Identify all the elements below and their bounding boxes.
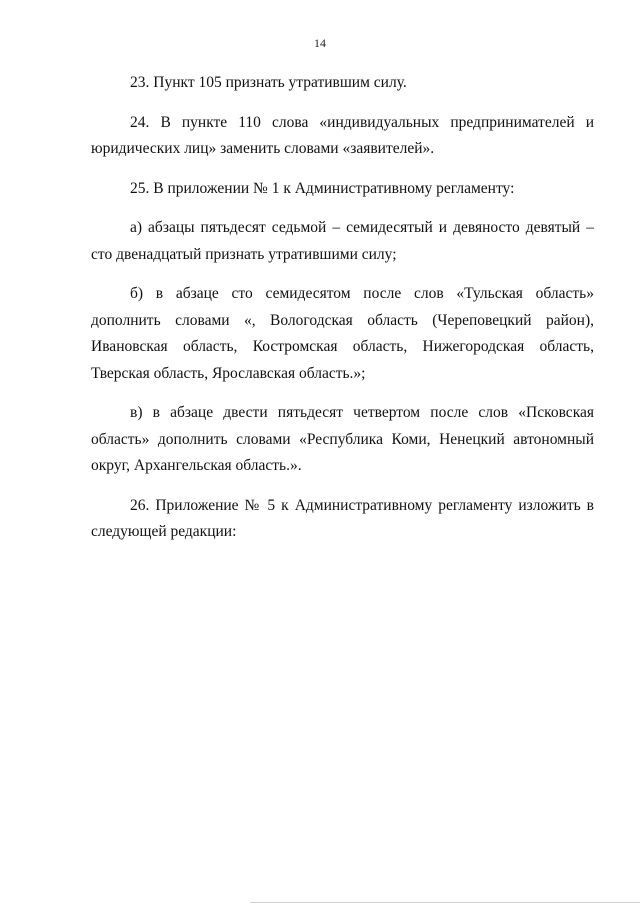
paragraph-23: 23. Пункт 105 признать утратившим силу. xyxy=(130,74,407,91)
paragraph-25-v: в) в абзаце двести пятьдесят четвертом после слов «Псковская область» дополнить словами «Республика Коми, Ненецкий автономный округ, Архангельская область.». xyxy=(91,404,594,474)
paragraph-25-a: а) абзацы пятьдесят седьмой – семидесятый и девяносто девятый – сто двенадцатый признать утратившими силу; xyxy=(91,219,594,263)
paragraph-26: 26. Приложение № 5 к Административному регламенту изложить в следующей редакции: xyxy=(91,496,594,540)
scan-edge-divider xyxy=(250,902,640,903)
paragraph-25-b: б) в абзаце сто семидесятом после слов «Тульская область» дополнить словами «, Вологодская область (Череповецкий район), Ивановская область, Костромская область, Нижегородская область, Тверская область, Ярославская область.»; xyxy=(91,285,594,382)
paragraph-24: 24. В пункте 110 слова «индивидуальных предпринимателей и юридических лиц» заменить словами «заявителей». xyxy=(91,113,594,157)
document-body xyxy=(91,70,594,546)
page-number: 14 xyxy=(314,36,326,50)
paragraph-25: 25. В приложении № 1 к Административному регламенту: xyxy=(130,179,515,197)
